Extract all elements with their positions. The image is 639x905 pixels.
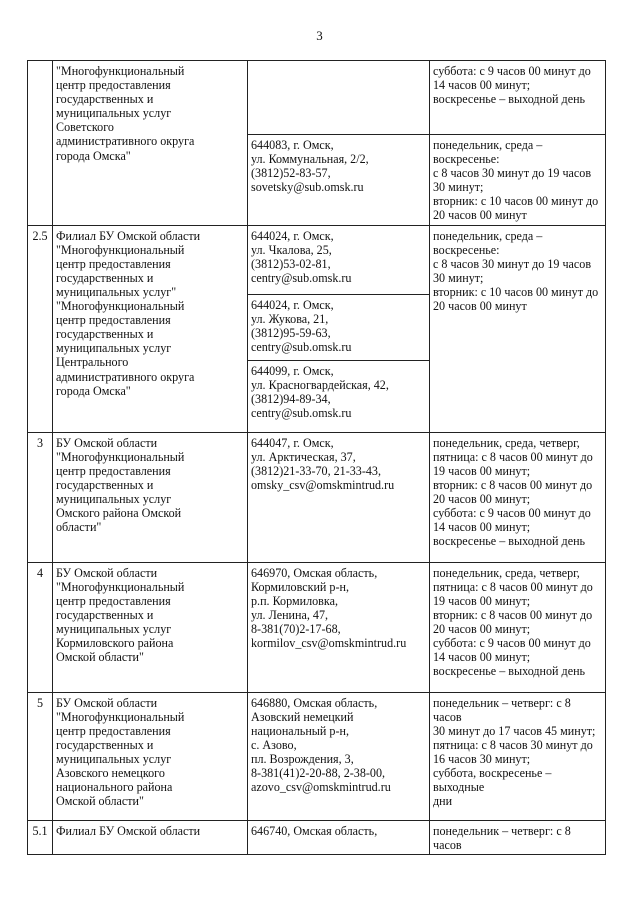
address-cell: 644024, г. Омск, ул. Чкалова, 25, (3812)53-02-81, centry@sub.omsk.ru	[248, 225, 430, 294]
working-hours: понедельник, среда, четверг, пятница: с 8 часов 00 минут до 19 часов 00 минут; вторник: с 8 часов 00 минут до 20 часов 00 минут; суббота: с 9 часов 00 минут до 14 часов 00 минут; воскресенье – выходной день	[430, 562, 606, 692]
organization-name: "Многофункциональный центр предоставления государственных и муниципальных услуг Советского административного округа города Омска"	[53, 61, 248, 226]
table-row	[28, 562, 606, 692]
row-number: 4	[28, 562, 53, 692]
working-hours: понедельник, среда – воскресенье: с 8 часов 30 минут до 19 часов 30 минут; вторник: с 10 часов 00 минут до 20 часов 00 минут	[430, 135, 606, 226]
organization-name: Филиал БУ Омской области "Многофункциональный центр предоставления государственных и муниципальных услуг" "Многофункциональный центр предоставления государственных и муниципальных услуг Центрального административного округа города Омска"	[53, 225, 248, 432]
working-hours: суббота: с 9 часов 00 минут до 14 часов 00 минут; воскресенье – выходной день	[430, 61, 606, 135]
table-row	[28, 61, 606, 135]
address-cell: 644047, г. Омск, ул. Арктическая, 37, (3812)21-33-70, 21-33-43, omsky_csv@omskmintrud.ru	[248, 432, 430, 562]
address-cell	[248, 61, 430, 135]
address-cell: 646970, Омская область, Кормиловский р-н, р.п. Кормиловка, ул. Ленина, 47, 8-381(70)2-17-68, kormilov_csv@omskmintrud.ru	[248, 562, 430, 692]
address-cell: 644099, г. Омск, ул. Красногвардейская, 42, (3812)94-89-34, centry@sub.omsk.ru	[248, 360, 430, 432]
row-number: 2.5	[28, 225, 53, 432]
working-hours: понедельник – четверг: с 8 часов	[430, 820, 606, 854]
row-number: 5	[28, 692, 53, 820]
organization-name: БУ Омской области "Многофункциональный центр предоставления государственных и муниципальных услуг Азовского немецкого национального района Омской области"	[53, 692, 248, 820]
working-hours: понедельник – четверг: с 8 часов 30 минут до 17 часов 45 минут; пятница: с 8 часов 30 минут до 16 часов 30 минут; суббота, воскресенье – выходные дни	[430, 692, 606, 820]
address-cell: 646740, Омская область,	[248, 820, 430, 854]
address-cell: 646880, Омская область, Азовский немецкий национальный р-н, с. Азово, пл. Возрождения, 3, 8-381(41)2-20-88, 2-38-00, azovo_csv@omskmintrud.ru	[248, 692, 430, 820]
organization-name: Филиал БУ Омской области	[53, 820, 248, 854]
organization-name: БУ Омской области "Многофункциональный центр предоставления государственных и муниципальных услуг Кормиловского района Омской области"	[53, 562, 248, 692]
working-hours: понедельник, среда – воскресенье: с 8 часов 30 минут до 19 часов 30 минут; вторник: с 10 часов 00 минут до 20 часов 00 минут	[430, 225, 606, 432]
row-number: 3	[28, 432, 53, 562]
table-row	[28, 225, 606, 294]
service-centers-table	[27, 60, 606, 855]
organization-name: БУ Омской области "Многофункциональный центр предоставления государственных и муниципальных услуг Омского района Омской области"	[53, 432, 248, 562]
address-cell: 644083, г. Омск, ул. Коммунальная, 2/2, (3812)52-83-57, sovetsky@sub.omsk.ru	[248, 135, 430, 226]
row-number	[28, 61, 53, 226]
working-hours: понедельник, среда, четверг, пятница: с 8 часов 00 минут до 19 часов 00 минут; вторник: с 8 часов 00 минут до 20 часов 00 минут; суббота: с 9 часов 00 минут до 14 часов 00 минут; воскресенье – выходной день	[430, 432, 606, 562]
address-cell: 644024, г. Омск, ул. Жукова, 21, (3812)95-59-63, centry@sub.omsk.ru	[248, 294, 430, 360]
page-number: 3	[316, 28, 323, 43]
row-number: 5.1	[28, 820, 53, 854]
table-row	[28, 432, 606, 562]
table-row	[28, 692, 606, 820]
table-row	[28, 820, 606, 854]
